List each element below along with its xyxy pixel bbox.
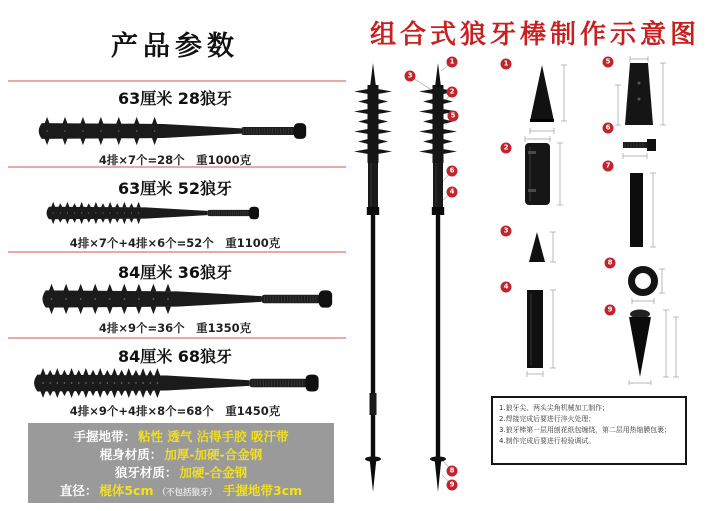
club-callout-9: 9 <box>447 480 458 491</box>
info-body-material-line <box>28 446 334 464</box>
left-panel-title: 产品参数 <box>111 31 239 62</box>
divider-line <box>8 337 346 339</box>
bat-shape <box>34 368 319 398</box>
product-spec-2: 4排×7个+4排×6个=52个 重1100克 <box>69 236 281 250</box>
part-number-9: 9 <box>605 305 616 316</box>
note-line-1: 1.狼牙尖、两头尖角机械加工制作； <box>499 404 609 412</box>
spiked-bat-image-4 <box>28 362 328 404</box>
info-value: 加硬-合金钢 <box>179 465 248 480</box>
specs-info-box <box>28 423 334 503</box>
divider-line <box>8 80 346 82</box>
spiked-bat-image-3 <box>30 278 348 320</box>
bat-shape <box>39 117 306 145</box>
info-value: 棍体5cm <box>99 483 154 498</box>
info-value: 粘性 透气 沾得手胶 吸汗带 <box>137 429 289 444</box>
product-spec-3: 4排×9个=36个 重1350克 <box>98 321 252 335</box>
note-line-4: 4.制作完成后要进行检验调试。 <box>499 437 596 446</box>
club-callout-8: 8 <box>447 466 458 477</box>
note-line-3: 3.狼牙棒第一层用刨花纸包缠绕，第二层用热缩膜包裹； <box>499 426 671 435</box>
club-callout-2: 2 <box>447 87 458 98</box>
part-number-3: 3 <box>501 226 512 237</box>
club-callout-1: 1 <box>447 57 458 68</box>
part-number-2: 2 <box>501 143 512 154</box>
info-grip-line <box>28 428 334 446</box>
info-label: 狼牙材质： <box>114 465 178 480</box>
part-number-5: 5 <box>603 57 614 68</box>
info-label: 手握地带： <box>73 429 136 444</box>
right-panel-title: 组合式狼牙棒制作示意图 <box>369 20 700 50</box>
info-value: 手握地带3cm <box>223 483 303 498</box>
product-name-2: 63厘米 52狼牙 <box>117 179 233 198</box>
part-number-4: 4 <box>501 282 512 293</box>
product-name-4: 84厘米 68狼牙 <box>117 347 233 366</box>
spiked-bat-image-2 <box>42 194 266 232</box>
info-diameter-note: （不包括狼牙） <box>157 488 218 498</box>
info-value: 加厚-加硬-合金钢 <box>164 447 263 462</box>
bat-shape <box>42 284 332 315</box>
spiked-bat-image-1 <box>33 110 315 152</box>
info-label: 直径： <box>59 483 98 498</box>
part-number-8: 8 <box>605 258 616 269</box>
info-label: 棍身材质： <box>99 447 163 462</box>
club-callout-5: 5 <box>448 111 459 122</box>
club-shape <box>419 63 457 492</box>
club-callout-6: 6 <box>447 166 458 177</box>
product-spec-1: 4排×7个=28个 重1000克 <box>98 153 252 167</box>
part-number-7: 7 <box>603 161 614 172</box>
part-number-1: 1 <box>501 59 512 70</box>
parts-diagram <box>490 55 718 385</box>
bat-shape <box>47 202 259 224</box>
product-name-3: 84厘米 36狼牙 <box>117 263 233 282</box>
info-diameter-line <box>28 482 334 502</box>
assembly-notes-box <box>491 396 687 465</box>
note-line-2: 2.焊接完成后要进行淬火处理； <box>499 415 596 424</box>
product-name-1: 63厘米 28狼牙 <box>117 89 233 108</box>
divider-line <box>8 251 346 253</box>
club-callout-4: 4 <box>447 187 458 198</box>
product-spec-4: 4排×9个+4排×8个=68个 重1450克 <box>69 404 281 418</box>
info-spike-material-line <box>28 464 334 482</box>
part-number-6: 6 <box>603 123 614 134</box>
club-callout-3: 3 <box>405 71 416 82</box>
club-shape <box>354 63 392 492</box>
